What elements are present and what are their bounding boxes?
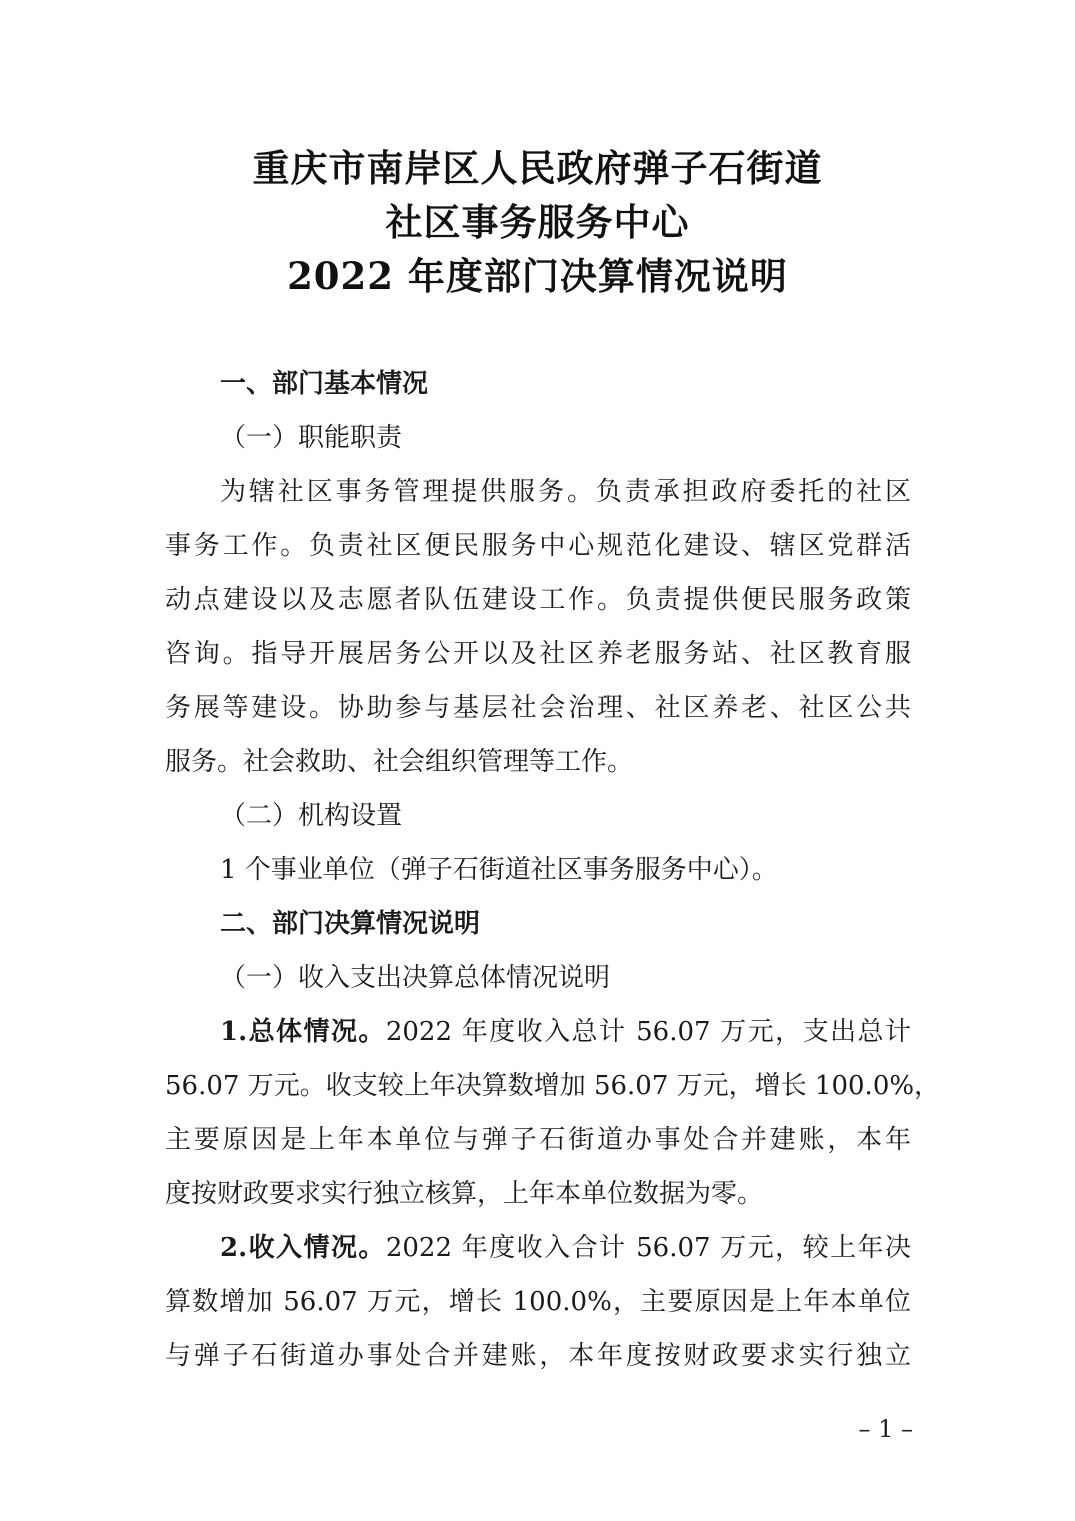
paragraph-line: 咨询。指导开展居务公开以及社区养老服务站、社区教育服	[165, 639, 911, 669]
item-income-label: 2.收入情况。	[220, 1233, 386, 1263]
section-heading-basic-info: 一、部门基本情况	[220, 369, 429, 399]
paragraph-line: 主要原因是上年本单位与弹子石街道办事处合并建账，本年	[165, 1125, 911, 1155]
paragraph-line: 服务。社会救助、社会组织管理等工作。	[165, 747, 634, 777]
item-overall-text: 2022 年度收入总计 56.07 万元，支出总计	[385, 1017, 911, 1047]
paragraph-line: 事务工作。负责社区便民服务中心规范化建设、辖区党群活	[165, 531, 911, 561]
paragraph-line: 度按财政要求实行独立核算，上年本单位数据为零。	[165, 1179, 764, 1209]
paragraph-organization: 1 个事业单位（弹子石街道社区事务服务中心）。	[220, 855, 778, 885]
subheading-functions: （一）职能职责	[220, 423, 403, 453]
paragraph-line: 与弹子石街道办事处合并建账，本年度按财政要求实行独立	[165, 1341, 911, 1371]
section-heading-final-accounts: 二、部门决算情况说明	[220, 909, 481, 939]
paragraph-line: 动点建设以及志愿者队伍建设工作。负责提供便民服务政策	[165, 585, 911, 615]
item-income-text: 2022 年度收入合计 56.07 万元，较上年决	[385, 1233, 911, 1263]
subheading-organization: （二）机构设置	[220, 801, 403, 831]
paragraph-line: 算数增加 56.07 万元，增长 100.0%，主要原因是上年本单位	[165, 1287, 911, 1317]
title-line-2: 社区事务服务中心	[385, 200, 690, 244]
item-overall-label: 1.总体情况。	[220, 1017, 386, 1047]
subheading-income-expense-overview: （一）收入支出决算总体情况说明	[220, 963, 611, 993]
item-income-first-line	[220, 1227, 911, 1264]
paragraph-line: 为辖社区事务管理提供服务。负责承担政府委托的社区	[220, 477, 911, 507]
title-line-3: 2022 年度部门决算情况说明	[287, 254, 788, 298]
paragraph-line: 56.07 万元。收支较上年决算数增加 56.07 万元，增长 100.0%，	[165, 1071, 941, 1101]
page-number: – 1 –	[858, 1415, 913, 1443]
item-overall-first-line	[220, 1011, 911, 1048]
title-line-1: 重庆市南岸区人民政府弹子石街道	[252, 146, 823, 190]
paragraph-line: 务展等建设。协助参与基层社会治理、社区养老、社区公共	[165, 693, 911, 723]
